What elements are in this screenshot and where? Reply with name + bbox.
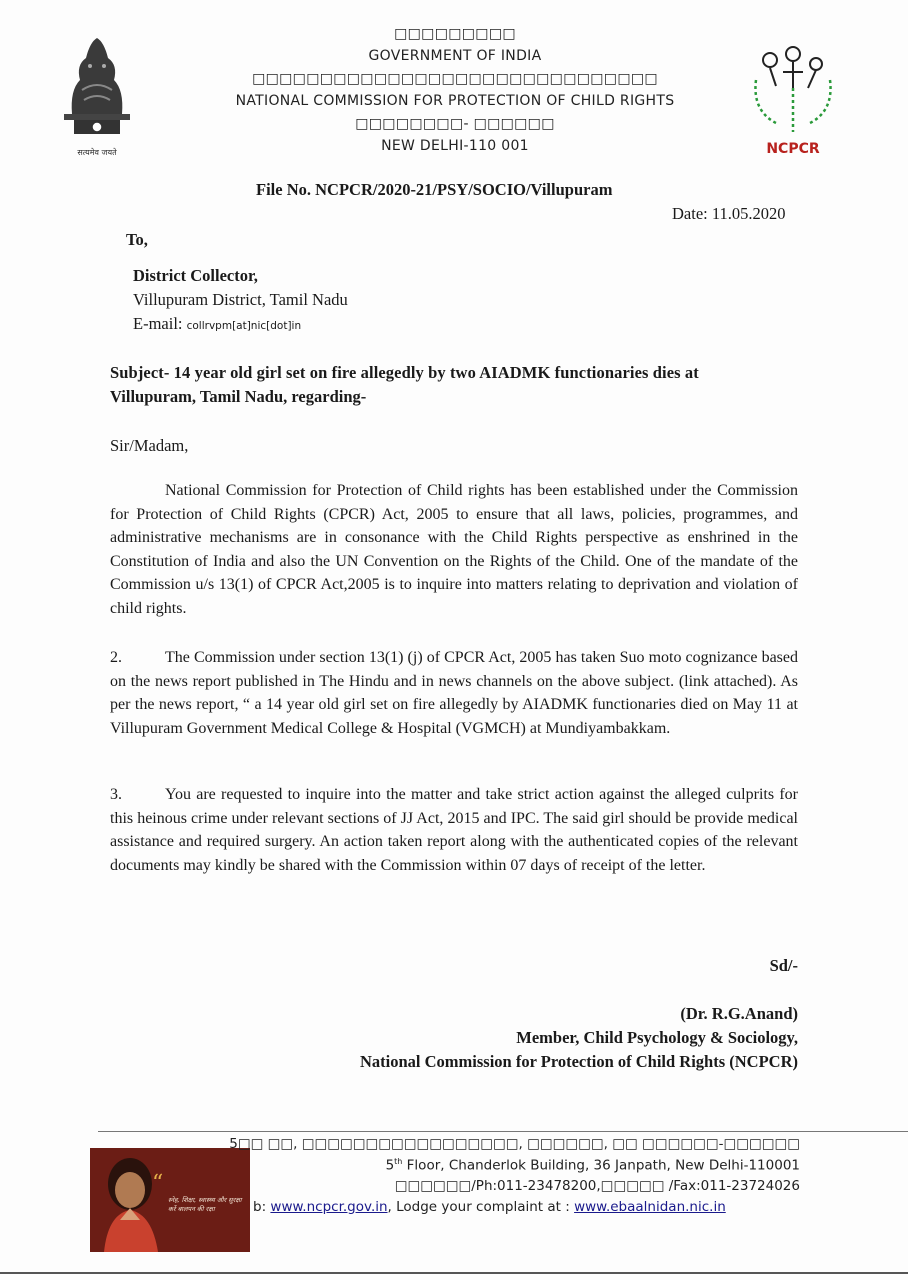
complaint-site-link[interactable]: www.ebaalnidan.nic.in xyxy=(574,1199,726,1215)
image-caption: स्नेह, शिक्षा, स्वास्थ्य और सुरक्षा करें बालपन की रक्षा xyxy=(168,1196,242,1213)
recipient-email-row xyxy=(133,314,301,334)
paragraph-3 xyxy=(110,783,798,877)
footer-divider xyxy=(98,1131,908,1132)
svg-text:“: “ xyxy=(152,1171,164,1196)
paragraph-2-number: 2. xyxy=(110,649,122,666)
floor-suffix: th xyxy=(394,1157,403,1166)
signatory-name: (Dr. R.G.Anand) xyxy=(680,1004,798,1023)
footer-address xyxy=(386,1157,800,1174)
paragraph-2 xyxy=(110,646,798,740)
footer-hindi-address: 5□□ □□, □□□□□□□□□□□□□□□□□, □□□□□□, □□ □□□□□□-□□□□□□ xyxy=(229,1136,800,1152)
header-city: NEW DELHI-110 001 xyxy=(381,138,529,154)
web-prefix: b: xyxy=(253,1199,271,1215)
header-government: GOVERNMENT OF INDIA xyxy=(368,48,542,64)
national-emblem xyxy=(52,30,142,155)
paragraph-1-text: National Commission for Protection of Child rights has been established under the Commission for Protection of Child Rights (CPCR) Act, 2005 to ensure that all laws, policies, programmes, and administrative mechanisms are in consonance with the Child Rights perspective as enshrined in the Constitution of India and also the UN Convention on the Rights of the Child. One of the mandate of the Commission u/s 13(1) of CPCR Act,2005 is to inquire into matters relating to deprivation and violation of child rights. xyxy=(110,482,798,617)
header-hindi-gov: □□□□□□□□□ xyxy=(394,26,516,42)
bottom-rule xyxy=(0,1272,908,1274)
logo-text: NCPCR xyxy=(766,141,820,157)
email-address: collrvpm[at]nic[dot]in xyxy=(186,320,302,332)
recipient-title: District Collector, xyxy=(133,266,258,285)
header-commission: NATIONAL COMMISSION FOR PROTECTION OF CHILD RIGHTS xyxy=(235,93,675,109)
signatory-designation: Member, Child Psychology & Sociology, xyxy=(516,1028,798,1047)
footer-web-row xyxy=(253,1199,726,1215)
address-text: Floor, Chanderlok Building, 36 Janpath, New Delhi-110001 xyxy=(402,1157,800,1174)
letter-date: Date: 11.05.2020 xyxy=(672,204,786,223)
signatory-org: National Commission for Protection of Child Rights (NCPCR) xyxy=(360,1052,798,1071)
signature-sd: Sd/- xyxy=(769,956,798,975)
paragraph-3-text: You are requested to inquire into the matter and take strict action against the alleged culprits for this heinous crime under relevant sections of JJ Act, 2015 and IPC. The said girl should be provide medical assistance and required surgery. An action taken report along with the authenticated copies of the relevant documents may kindly be shared with the Commission within 07 days of receipt of the letter. xyxy=(110,786,798,874)
floor-number: 5 xyxy=(385,1157,395,1174)
file-number: File No. NCPCR/2020-21/PSY/SOCIO/Villupuram xyxy=(256,180,613,199)
ncpcr-logo xyxy=(748,42,838,160)
footer-phone: □□□□□□/Ph:011-23478200,□□□□□ /Fax:011-23724026 xyxy=(394,1178,800,1194)
paragraph-3-number: 3. xyxy=(110,786,122,803)
paragraph-2-text: The Commission under section 13(1) (j) of CPCR Act, 2005 has taken Suo moto cognizance based on the news report published in The Hindu and in news channels on the above subject. (link attached). As per the news report, “ a 14 year old girl set on fire allegedly by AIADMK functionaries died on May 11 at Villupuram Government Medical College & Hospital (VGMCH) at Mundiyambakkam. xyxy=(110,649,798,737)
header-hindi-commission: □□□□□□□□□□□□□□□□□□□□□□□□□□□□□□ xyxy=(252,71,658,87)
email-label: E-mail: xyxy=(133,314,187,333)
emblem-motto: सत्यमेव जयते xyxy=(77,148,117,157)
paragraph-1 xyxy=(110,479,798,620)
subject-line-1: Subject- 14 year old girl set on fire allegedly by two AIADMK functionaries dies at xyxy=(110,363,699,382)
website-link[interactable]: www.ncpcr.gov.in xyxy=(270,1199,388,1215)
subject-line-2: Villupuram, Tamil Nadu, regarding- xyxy=(110,387,367,406)
to-label: To, xyxy=(126,230,148,249)
footer-child-image xyxy=(90,1148,250,1252)
salutation: Sir/Madam, xyxy=(110,436,189,455)
header-hindi-city: □□□□□□□□- □□□□□□ xyxy=(355,116,555,132)
lodge-text: , Lodge your complaint at : xyxy=(387,1199,575,1215)
recipient-address: Villupuram District, Tamil Nadu xyxy=(133,290,348,309)
